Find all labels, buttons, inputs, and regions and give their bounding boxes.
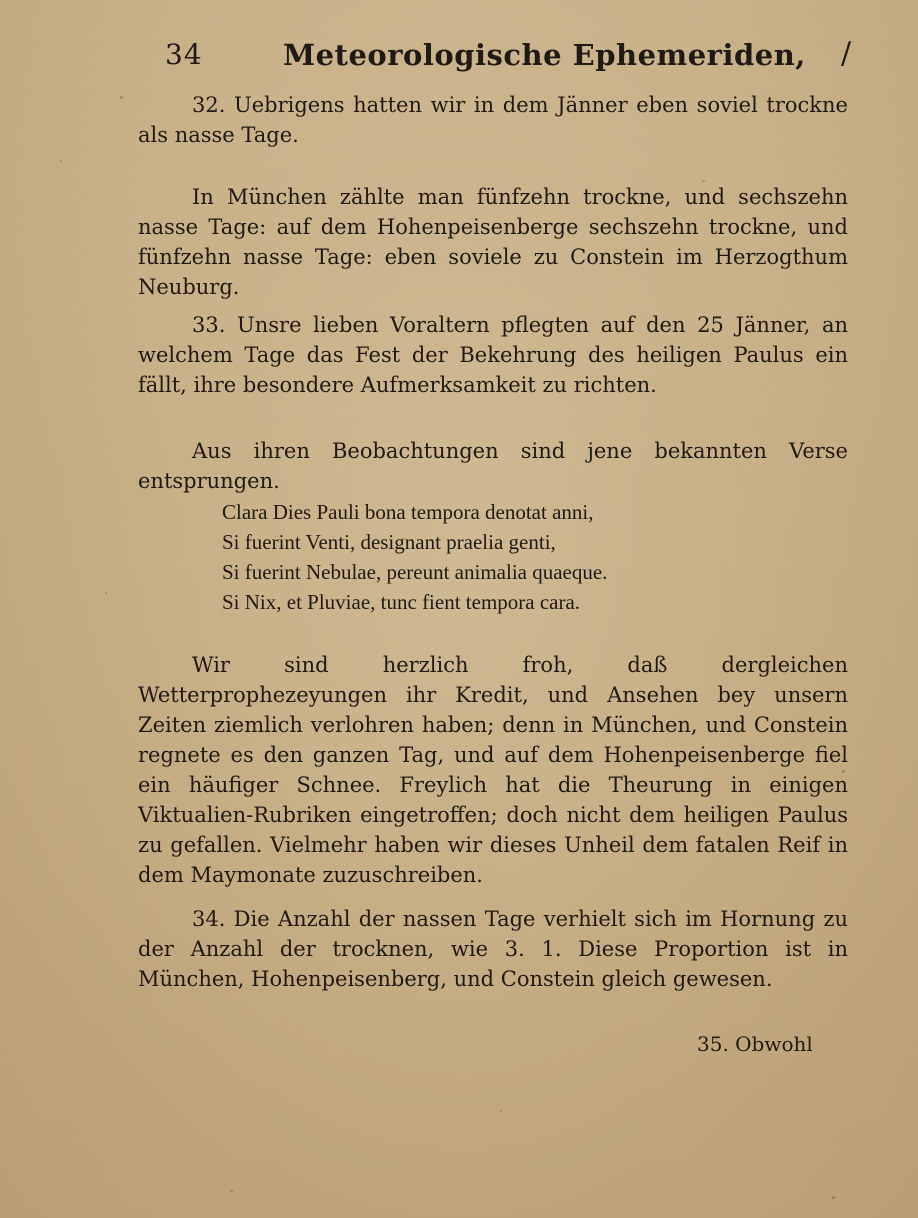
verse-line: Si Nix, et Pluviae, tunc fient tempora cara. <box>222 590 581 614</box>
paragraph-verse-intro: Aus ihren Beobachtungen sind jene bekannten Verse entsprungen. <box>138 439 848 493</box>
paper-speck <box>230 1190 233 1192</box>
page-header <box>165 32 865 82</box>
paragraph-weather-prophecy: Wir sind herzlich froh, daß dergleichen Wetterprophezeyungen ihr Kredit, und Ansehen bey unsern Zeiten ziemlich verlohren haben; denn in München, und Constein regnete es den ganzen Tag, und auf dem Hohenpeisenberge fiel ein häufiger Schnee. Freylich hat die Theurung in einigen Viktualien-Rubriken eingetroffen; doch nicht dem heiligen Paulus zu gefallen. Vielmehr haben wir dieses Unheil dem fatalen Reif in dem Maymonate zuzuschreiben. <box>138 653 848 887</box>
paragraph-34: 34. Die Anzahl der nassen Tage verhielt sich im Hornung zu der Anzahl der trocknen, wie 3. 1. Diese Proportion ist in München, Hohenpeisenberg, und Constein gleich gewesen. <box>138 907 848 991</box>
latin-verse <box>222 497 822 617</box>
running-title: Meteorologische Ephemeriden, <box>283 38 806 72</box>
verse-line: Si fuerint Venti, designant praelia genti, <box>222 530 556 554</box>
paper-speck <box>105 592 107 594</box>
verse-line: Si fuerint Nebulae, pereunt animalia quaeque. <box>222 560 608 584</box>
paper-speck <box>120 96 123 99</box>
paper-speck <box>500 1110 502 1112</box>
paper-speck <box>832 1196 835 1199</box>
page-number: 34 <box>165 38 203 71</box>
margin-mark: / <box>841 36 852 71</box>
verse-line: Clara Dies Pauli bona tempora denotat anni, <box>222 500 594 524</box>
paragraph-33: 33. Unsre lieben Voraltern pflegten auf den 25 Jänner, an welchem Tage das Fest der Bekehrung des heiligen Paulus ein fällt, ihre besondere Aufmerksamkeit zu richten. <box>138 313 848 397</box>
paragraph-32: 32. Uebrigens hatten wir in dem Jänner eben soviel trockne als nasse Tage. <box>138 93 848 147</box>
paper-speck <box>60 160 62 162</box>
paragraph-munich-count: In München zählte man fünfzehn trockne, und sechszehn nasse Tage: auf dem Hohenpeisenberge sechszehn trockne, und fünfzehn nasse Tage: eben soviele zu Constein im Herzogthum Neuburg. <box>138 185 848 299</box>
catchword: 35. Obwohl <box>697 1032 813 1056</box>
